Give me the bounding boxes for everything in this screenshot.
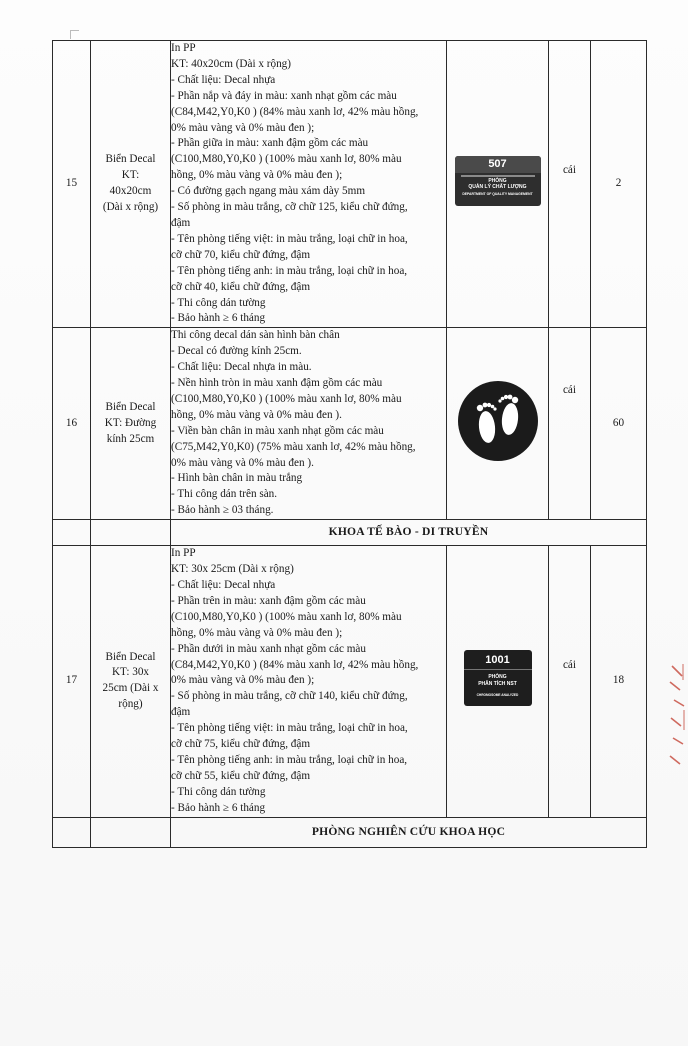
- spec-line: - Hình bàn chân in màu trắng: [171, 472, 303, 485]
- spec-line: - Chất liệu: Decal nhựa in màu.: [171, 361, 312, 374]
- unit-cell: [549, 41, 591, 328]
- spec-line: - Bảo hành ≥ 6 tháng: [171, 312, 266, 325]
- spec-line: - Bảo hành ≥ 03 tháng.: [171, 504, 274, 517]
- item-specification: [171, 328, 447, 520]
- spec-line: 0% màu vàng và 0% màu đen ).: [171, 456, 314, 469]
- spec-line: In PP: [171, 42, 196, 54]
- sign-en-name: CHROMOSOME ANALYZED: [476, 693, 519, 698]
- sign-en-name: DEPARTMENT OF QUALITY MANAGEMENT: [462, 192, 533, 197]
- spec-line: (C100,M80,Y0,K0 ) (100% màu xanh lơ, 80% màu: [171, 610, 402, 623]
- spec-line: - Số phòng in màu trắng, cỡ chữ 125, kiểu chữ đứng,: [171, 201, 408, 214]
- item-name-line: Biển Decal: [105, 400, 156, 413]
- spec-line: - Thi công dán tường: [171, 296, 266, 309]
- item-specification: [171, 41, 447, 328]
- sign-vn-label: PHÒNG: [488, 674, 507, 681]
- unit: cái: [562, 659, 577, 672]
- spec-line: - Nền hình tròn in màu xanh đậm gồm các màu: [171, 377, 383, 390]
- spec-line: (C75,M42,Y0,K0) (75% màu xanh lơ, 42% màu hồng,: [171, 440, 416, 453]
- sign-preview-cell: [447, 328, 549, 520]
- table-row: [53, 41, 647, 328]
- sign-vn-name: QUẢN LÝ CHẤT LƯỢNG: [468, 184, 527, 191]
- item-name: [91, 41, 171, 328]
- spec-line: - Thi công dán trên sàn.: [171, 488, 278, 501]
- unit: cái: [562, 384, 577, 397]
- spec-line: - Phần nắp và đáy in màu: xanh nhạt gồm các màu: [171, 89, 397, 102]
- spec-line: - Phần trên in màu: xanh đậm gồm các màu: [171, 594, 366, 607]
- spec-line: - Có đường gạch ngang màu xám dày 5mm: [171, 185, 366, 198]
- spec-line: KT: 30x 25cm (Dài x rộng): [171, 563, 294, 576]
- item-name: [91, 546, 171, 817]
- spec-line: - Thi công dán tường: [171, 785, 266, 798]
- row-number: 16: [53, 328, 91, 520]
- item-specification: [171, 546, 447, 817]
- item-name-line: kính 25cm: [106, 432, 155, 445]
- spec-line: - Số phòng in màu trắng, cỡ chữ 140, kiểu chữ đứng,: [171, 690, 408, 703]
- spec-line: hồng, 0% màu vàng và 0% màu đen );: [171, 169, 343, 182]
- unit-cell: [549, 328, 591, 520]
- red-stamp-edge: [668, 660, 686, 770]
- spec-line: - Tên phòng tiếng anh: in màu trắng, loại chữ in hoa,: [171, 264, 408, 277]
- spec-line: KT: 40x20cm (Dài x rộng): [171, 57, 291, 70]
- item-name: [91, 328, 171, 520]
- spec-line: hồng, 0% màu vàng và 0% màu đen ).: [171, 408, 342, 421]
- spec-line: - Phần giữa in màu: xanh đậm gồm các màu: [171, 137, 369, 150]
- spec-line: In PP: [171, 547, 196, 560]
- spec-line: đậm: [171, 216, 191, 229]
- section-row: [53, 520, 647, 546]
- spec-line: - Viền bàn chân in màu xanh nhạt gồm các màu: [171, 424, 384, 437]
- spec-line: đậm: [171, 706, 191, 719]
- section-title-khoa-te-bao: KHOA TẾ BÀO - DI TRUYỀN: [171, 520, 647, 546]
- unit-cell: [549, 546, 591, 817]
- sign-preview-cell: [447, 41, 549, 328]
- spec-line: - Tên phòng tiếng việt: in màu trắng, loại chữ in hoa,: [171, 722, 408, 735]
- footprints-icon: [458, 381, 538, 461]
- spec-line: (C100,M80,Y0,K0 ) (100% màu xanh lơ, 80% màu: [171, 392, 402, 405]
- spec-line: cỡ chữ 75, kiểu chữ đứng, đậm: [171, 738, 311, 751]
- section-title-phong-nghien-cuu: PHÒNG NGHIÊN CỨU KHOA HỌC: [171, 817, 647, 847]
- sign-room-number: 507: [488, 158, 507, 171]
- spec-line: - Tên phòng tiếng việt: in màu trắng, loại chữ in hoa,: [171, 232, 408, 245]
- specification-table: [52, 40, 647, 848]
- table-row: [53, 546, 647, 817]
- spec-line: (C100,M80,Y0,K0 ) (100% màu xanh lơ, 80% màu: [171, 153, 402, 166]
- item-name-line: Biển Decal: [105, 153, 156, 166]
- spec-line: (C84,M42,Y0,K0 ) (84% màu xanh lơ, 42% màu hồng,: [171, 105, 419, 118]
- room-sign-image: [455, 156, 541, 206]
- row-number: 15: [53, 41, 91, 328]
- sign-vn-label: PHÒNG: [488, 178, 507, 185]
- unit: cái: [562, 164, 577, 176]
- spec-line: 0% màu vàng và 0% màu đen );: [171, 674, 315, 687]
- spec-line: Thi công decal dán sàn hình bàn chân: [171, 329, 340, 342]
- scan-corner-mark: [70, 30, 79, 39]
- spec-line: - Phần dưới in màu xanh nhạt gồm các màu: [171, 642, 366, 655]
- spec-line: - Chất liệu: Decal nhựa: [171, 579, 276, 591]
- spec-line: hồng, 0% màu vàng và 0% màu đen );: [171, 626, 343, 639]
- item-name-line: rộng): [118, 698, 143, 711]
- spec-line: - Tên phòng tiếng anh: in màu trắng, loại chữ in hoa,: [171, 753, 408, 766]
- item-name-line: (Dài x rộng): [102, 201, 159, 214]
- spec-line: - Bảo hành ≥ 6 tháng: [171, 801, 266, 814]
- section-row: [53, 817, 647, 847]
- item-name-line: KT:: [121, 169, 140, 182]
- sign-vn-name: PHÂN TÍCH NST: [478, 680, 517, 687]
- item-name-line: 25cm (Dài x: [102, 682, 159, 695]
- spec-line: - Decal có đường kính 25cm.: [171, 345, 302, 358]
- spec-line: (C84,M42,Y0,K0 ) (84% màu xanh lơ, 42% màu hồng,: [171, 658, 419, 671]
- item-name-line: Biển Decal: [105, 650, 156, 663]
- row-number: 17: [53, 546, 91, 817]
- sign-room-number: 1001: [485, 654, 510, 667]
- spec-line: cỡ chữ 70, kiểu chữ đứng, đậm: [171, 248, 311, 261]
- spec-line: 0% màu vàng và 0% màu đen );: [171, 121, 315, 134]
- spec-line: - Chất liệu: Decal nhựa: [171, 73, 276, 86]
- quantity: 18: [591, 546, 647, 817]
- quantity: 2: [591, 41, 647, 328]
- sign-preview-cell: [447, 546, 549, 817]
- quantity: 60: [591, 328, 647, 520]
- footprint-decal-image: [458, 381, 538, 461]
- table-row: [53, 328, 647, 520]
- item-name-line: KT: Đường: [104, 416, 157, 429]
- item-name-line: KT: 30x: [111, 666, 150, 679]
- spec-line: cỡ chữ 40, kiểu chữ đứng, đậm: [171, 280, 311, 293]
- item-name-line: 40x20cm: [109, 185, 152, 198]
- spec-line: cỡ chữ 55, kiểu chữ đứng, đậm: [171, 769, 311, 782]
- room-sign-image: [464, 650, 532, 706]
